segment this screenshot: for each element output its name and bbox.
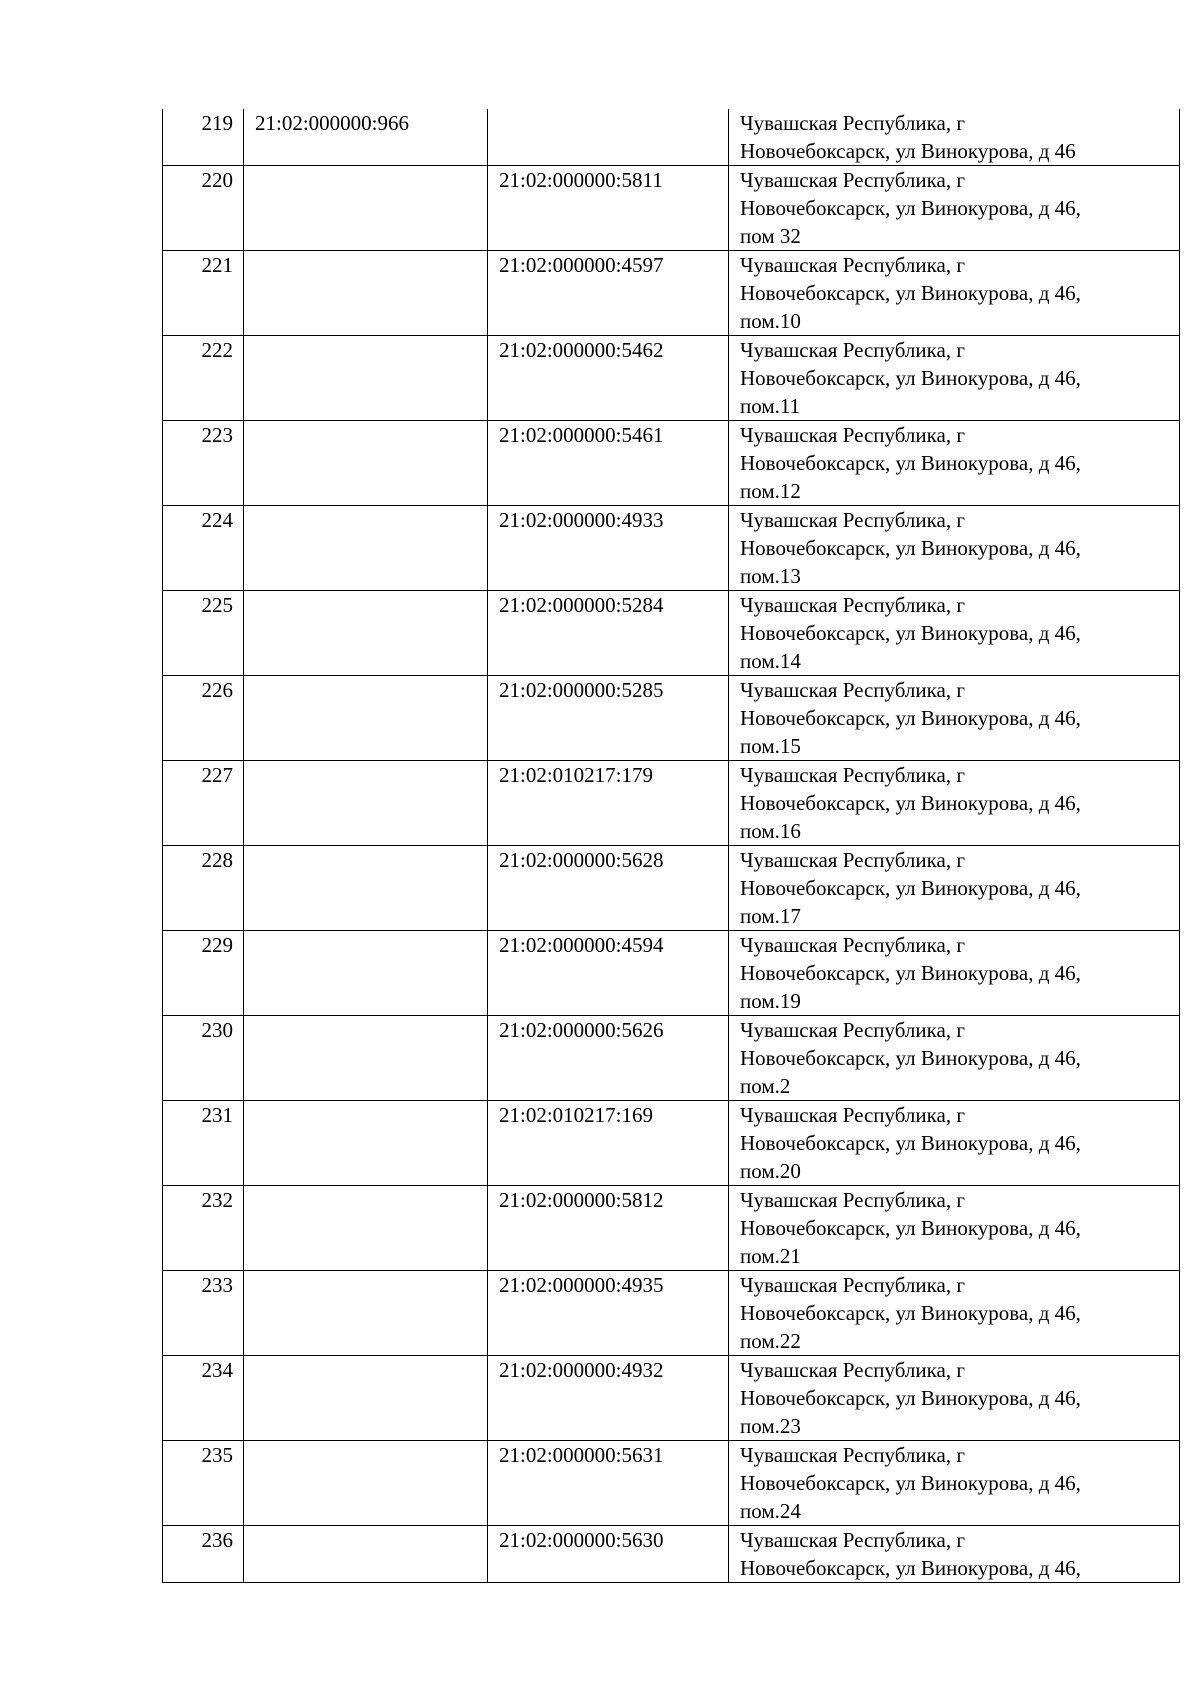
premises-cadastral-number-cell [488, 1016, 729, 1101]
land-cadastral-number-cell [244, 1016, 488, 1101]
address-line: Чувашская Республика, г [740, 763, 965, 787]
land-cadastral-number-cell [244, 109, 488, 166]
row-number-cell [163, 676, 244, 761]
row-number-cell [163, 761, 244, 846]
cell-text: 232 [201, 1188, 233, 1212]
address-line: пом.16 [740, 819, 801, 843]
address-line: пом.15 [740, 734, 801, 758]
land-cadastral-number-cell [244, 1186, 488, 1271]
land-cadastral-number-cell [244, 251, 488, 336]
address-line: пом.22 [740, 1329, 801, 1353]
table-row [163, 591, 1180, 676]
address-cell [729, 591, 1180, 676]
cell-text: 21:02:010217:169 [499, 1103, 654, 1127]
premises-cadastral-number-cell [488, 1101, 729, 1186]
address-line: Новочебоксарск, ул Винокурова, д 46, [740, 1556, 1081, 1580]
address-line: пом.2 [740, 1074, 791, 1098]
cell-text: 228 [201, 848, 233, 872]
cell-text: 21:02:000000:5284 [499, 593, 664, 617]
land-cadastral-number-cell [244, 421, 488, 506]
address-line: Новочебоксарск, ул Винокурова, д 46, [740, 1131, 1081, 1155]
premises-cadastral-number-cell [488, 676, 729, 761]
address-line: Чувашская Республика, г [740, 253, 965, 277]
land-cadastral-number-cell [244, 506, 488, 591]
address-line: Новочебоксарск, ул Винокурова, д 46, [740, 366, 1081, 390]
address-cell [729, 421, 1180, 506]
cell-text: 230 [201, 1018, 233, 1042]
address-line: Новочебоксарск, ул Винокурова, д 46, [740, 876, 1081, 900]
land-cadastral-number-cell [244, 336, 488, 421]
table-row [163, 1526, 1180, 1583]
cell-text: 21:02:000000:5812 [499, 1188, 664, 1212]
address-line: Новочебоксарск, ул Винокурова, д 46, [740, 791, 1081, 815]
address-line: Чувашская Республика, г [740, 1443, 965, 1467]
address-line: пом.24 [740, 1499, 801, 1523]
cell-text: 229 [201, 933, 233, 957]
premises-cadastral-number-cell [488, 251, 729, 336]
cell-text: 222 [201, 338, 233, 362]
row-number-cell [163, 506, 244, 591]
premises-cadastral-number-cell [488, 761, 729, 846]
cell-text: 21:02:000000:5462 [499, 338, 664, 362]
table-row [163, 506, 1180, 591]
table-row [163, 1441, 1180, 1526]
row-number-cell [163, 166, 244, 251]
address-cell [729, 761, 1180, 846]
land-cadastral-number-cell [244, 1356, 488, 1441]
premises-cadastral-number-cell [488, 109, 729, 166]
address-cell [729, 1271, 1180, 1356]
address-line: Чувашская Республика, г [740, 1528, 965, 1552]
cell-text: 231 [201, 1103, 233, 1127]
cell-text: 219 [201, 111, 233, 135]
address-line: Новочебоксарск, ул Винокурова, д 46 [740, 139, 1076, 163]
row-number-cell [163, 1101, 244, 1186]
cell-text: 21:02:000000:5626 [499, 1018, 664, 1042]
land-cadastral-number-cell [244, 1441, 488, 1526]
row-number-cell [163, 251, 244, 336]
table-row [163, 336, 1180, 421]
premises-cadastral-number-cell [488, 1356, 729, 1441]
table-row [163, 1356, 1180, 1441]
cell-text: 233 [201, 1273, 233, 1297]
land-cadastral-number-cell [244, 931, 488, 1016]
land-cadastral-number-cell [244, 1101, 488, 1186]
table-row [163, 1101, 1180, 1186]
address-line: пом.14 [740, 649, 801, 673]
table-row [163, 166, 1180, 251]
premises-cadastral-number-cell [488, 1441, 729, 1526]
address-cell [729, 1526, 1180, 1583]
premises-cadastral-number-cell [488, 421, 729, 506]
row-number-cell [163, 336, 244, 421]
table-row [163, 251, 1180, 336]
address-line: Чувашская Республика, г [740, 1103, 965, 1127]
table-row [163, 761, 1180, 846]
cell-text: 21:02:000000:5461 [499, 423, 664, 447]
address-cell [729, 1016, 1180, 1101]
row-number-cell [163, 1441, 244, 1526]
table-row [163, 421, 1180, 506]
cell-text: 220 [201, 168, 233, 192]
table-row [163, 1186, 1180, 1271]
premises-cadastral-number-cell [488, 506, 729, 591]
cell-text: 21:02:000000:4594 [499, 933, 664, 957]
row-number-cell [163, 109, 244, 166]
address-line: пом.21 [740, 1244, 801, 1268]
address-line: пом.19 [740, 989, 801, 1013]
row-number-cell [163, 1356, 244, 1441]
address-cell [729, 1356, 1180, 1441]
land-cadastral-number-cell [244, 846, 488, 931]
row-number-cell [163, 1271, 244, 1356]
address-cell [729, 931, 1180, 1016]
premises-cadastral-number-cell [488, 1526, 729, 1583]
cell-text: 21:02:000000:5285 [499, 678, 664, 702]
table-row [163, 846, 1180, 931]
land-cadastral-number-cell [244, 761, 488, 846]
address-cell [729, 1186, 1180, 1271]
cell-text: 21:02:000000:966 [255, 111, 410, 135]
cell-text: 224 [201, 508, 233, 532]
cell-text: 21:02:010217:179 [499, 763, 654, 787]
cell-text: 234 [201, 1358, 233, 1382]
address-line: Чувашская Республика, г [740, 678, 965, 702]
address-line: Новочебоксарск, ул Винокурова, д 46, [740, 281, 1081, 305]
address-line: Новочебоксарск, ул Винокурова, д 46, [740, 536, 1081, 560]
address-line: Чувашская Республика, г [740, 593, 965, 617]
address-line: Чувашская Республика, г [740, 1018, 965, 1042]
address-line: Чувашская Республика, г [740, 338, 965, 362]
address-line: Новочебоксарск, ул Винокурова, д 46, [740, 706, 1081, 730]
address-line: Чувашская Республика, г [740, 168, 965, 192]
row-number-cell [163, 1016, 244, 1101]
registry-table-body [163, 109, 1180, 1583]
address-line: Чувашская Республика, г [740, 1188, 965, 1212]
address-line: Новочебоксарск, ул Винокурова, д 46, [740, 1386, 1081, 1410]
land-cadastral-number-cell [244, 166, 488, 251]
address-line: пом.12 [740, 479, 801, 503]
address-line: Новочебоксарск, ул Винокурова, д 46, [740, 196, 1081, 220]
row-number-cell [163, 1186, 244, 1271]
address-line: пом 32 [740, 224, 801, 248]
table-row [163, 1016, 1180, 1101]
cell-text: 221 [201, 253, 233, 277]
table-row [163, 931, 1180, 1016]
address-cell [729, 1441, 1180, 1526]
address-line: Чувашская Республика, г [740, 1358, 965, 1382]
cell-text: 21:02:000000:4935 [499, 1273, 664, 1297]
address-cell [729, 109, 1180, 166]
address-line: Чувашская Республика, г [740, 848, 965, 872]
address-cell [729, 506, 1180, 591]
address-cell [729, 336, 1180, 421]
premises-cadastral-number-cell [488, 931, 729, 1016]
address-line: Новочебоксарск, ул Винокурова, д 46, [740, 961, 1081, 985]
address-cell [729, 251, 1180, 336]
address-line: Чувашская Республика, г [740, 423, 965, 447]
table-row [163, 1271, 1180, 1356]
land-cadastral-number-cell [244, 1271, 488, 1356]
row-number-cell [163, 591, 244, 676]
address-line: Чувашская Республика, г [740, 508, 965, 532]
address-line: Новочебоксарск, ул Винокурова, д 46, [740, 1216, 1081, 1240]
row-number-cell [163, 421, 244, 506]
cell-text: 227 [201, 763, 233, 787]
address-cell [729, 1101, 1180, 1186]
table-row [163, 676, 1180, 761]
row-number-cell [163, 846, 244, 931]
address-line: пом.20 [740, 1159, 801, 1183]
cell-text: 223 [201, 423, 233, 447]
address-cell [729, 166, 1180, 251]
address-line: Новочебоксарск, ул Винокурова, д 46, [740, 1471, 1081, 1495]
cell-text: 21:02:000000:5630 [499, 1528, 664, 1552]
address-line: пом.10 [740, 309, 801, 333]
premises-cadastral-number-cell [488, 1271, 729, 1356]
cell-text: 226 [201, 678, 233, 702]
address-line: пом.13 [740, 564, 801, 588]
land-cadastral-number-cell [244, 591, 488, 676]
address-line: Чувашская Республика, г [740, 933, 965, 957]
cell-text: 225 [201, 593, 233, 617]
cell-text: 21:02:000000:4932 [499, 1358, 664, 1382]
cell-text: 236 [201, 1528, 233, 1552]
address-line: Чувашская Республика, г [740, 1273, 965, 1297]
land-cadastral-number-cell [244, 676, 488, 761]
cell-text: 235 [201, 1443, 233, 1467]
address-line: Новочебоксарск, ул Винокурова, д 46, [740, 451, 1081, 475]
land-cadastral-number-cell [244, 1526, 488, 1583]
cell-text: 21:02:000000:5628 [499, 848, 664, 872]
cell-text: 21:02:000000:4597 [499, 253, 664, 277]
address-line: Новочебоксарск, ул Винокурова, д 46, [740, 1301, 1081, 1325]
premises-cadastral-number-cell [488, 846, 729, 931]
cell-text: 21:02:000000:4933 [499, 508, 664, 532]
premises-cadastral-number-cell [488, 591, 729, 676]
cell-text: 21:02:000000:5631 [499, 1443, 664, 1467]
address-line: пом.17 [740, 904, 801, 928]
premises-cadastral-number-cell [488, 1186, 729, 1271]
address-cell [729, 846, 1180, 931]
address-line: пом.23 [740, 1414, 801, 1438]
address-line: Новочебоксарск, ул Винокурова, д 46, [740, 1046, 1081, 1070]
address-line: Чувашская Республика, г [740, 111, 965, 135]
row-number-cell [163, 931, 244, 1016]
address-cell [729, 676, 1180, 761]
address-line: Новочебоксарск, ул Винокурова, д 46, [740, 621, 1081, 645]
premises-cadastral-number-cell [488, 336, 729, 421]
premises-cadastral-number-cell [488, 166, 729, 251]
row-number-cell [163, 1526, 244, 1583]
cell-text: 21:02:000000:5811 [499, 168, 663, 192]
table-row [163, 109, 1180, 166]
property-registry-table [162, 109, 1180, 1583]
address-line: пом.11 [740, 394, 801, 418]
